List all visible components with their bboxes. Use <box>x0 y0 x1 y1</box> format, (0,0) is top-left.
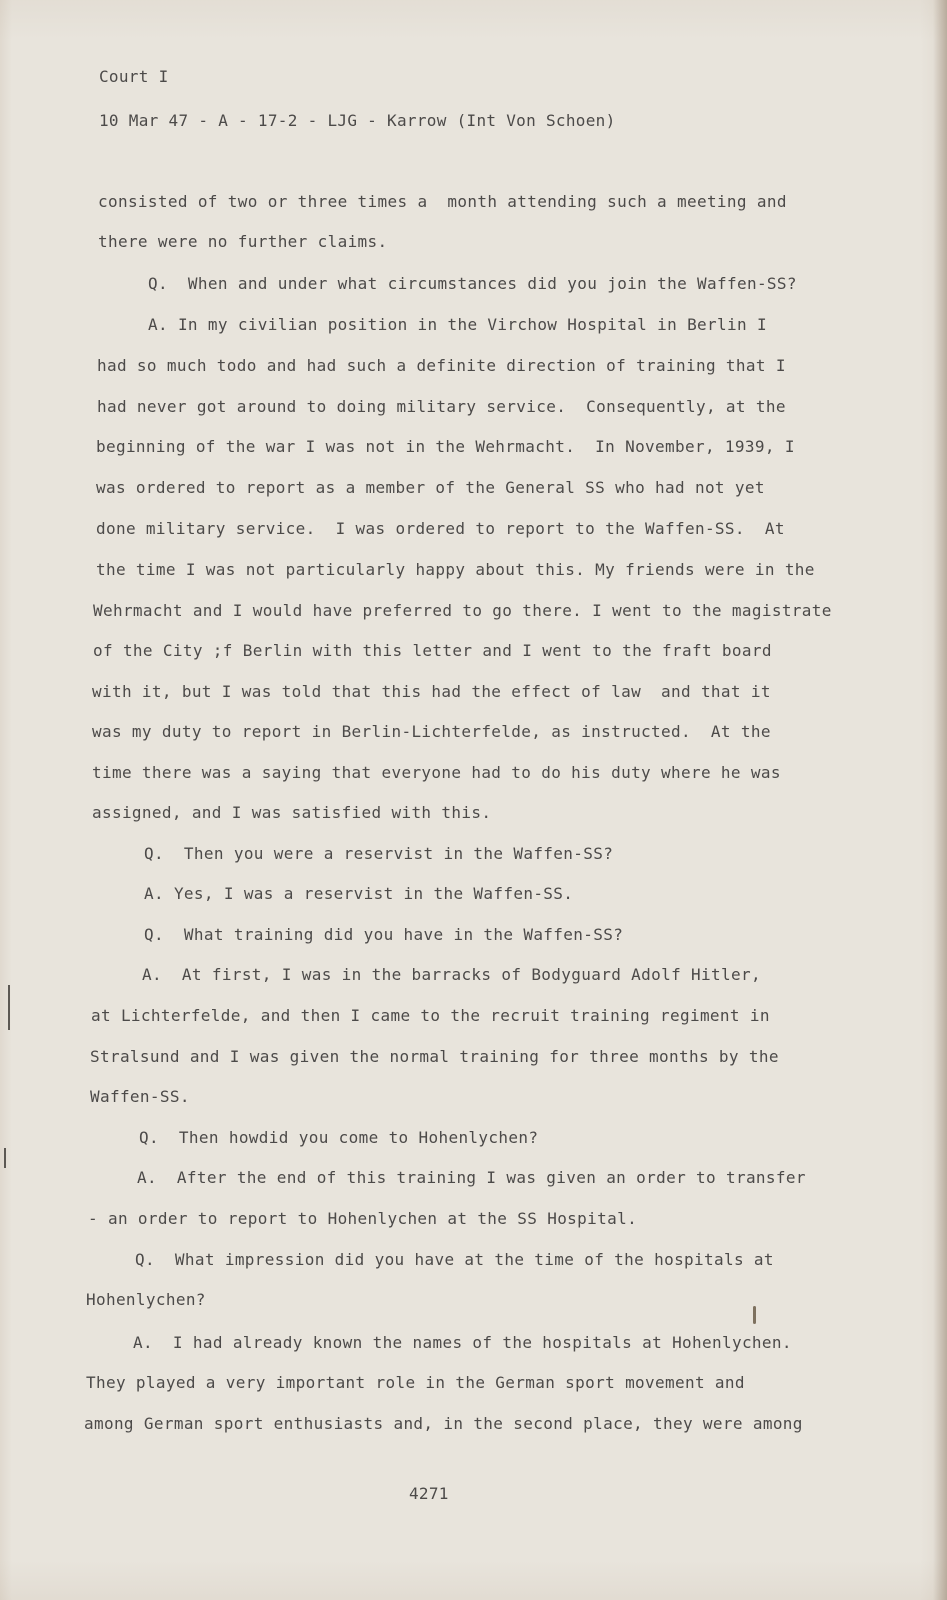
transcript-line: Q. What impression did you have at the time of the hospitals at <box>135 1250 774 1269</box>
transcript-line: Stralsund and I was given the normal training for three months by the <box>90 1047 779 1066</box>
ink-speck <box>753 1306 756 1324</box>
transcript-line: had never got around to doing military service. Consequently, at the <box>97 397 786 416</box>
transcript-line: Wehrmacht and I would have preferred to go there. I went to the magistrate <box>93 601 832 620</box>
transcript-line: A. After the end of this training I was given an order to transfer <box>137 1168 806 1187</box>
margin-mark <box>4 1148 6 1168</box>
transcript-line: time there was a saying that everyone had to do his duty where he was <box>92 763 781 782</box>
transcript-line: Hohenlychen? <box>86 1290 206 1309</box>
transcript-line: A. At first, I was in the barracks of Bodyguard Adolf Hitler, <box>142 965 761 984</box>
transcript-line: Q. What training did you have in the Waffen-SS? <box>144 925 624 944</box>
transcript-line: with it, but I was told that this had the effect of law and that it <box>92 682 771 701</box>
transcript-line: had so much todo and had such a definite direction of training that I <box>97 356 786 375</box>
transcript-line: done military service. I was ordered to report to the Waffen-SS. At <box>96 519 785 538</box>
page-edge-shadow <box>933 0 947 1600</box>
transcript-line: among German sport enthusiasts and, in the second place, they were among <box>84 1414 803 1433</box>
court-label: Court I <box>99 67 169 86</box>
transcript-line: A. Yes, I was a reservist in the Waffen-SS. <box>144 884 574 903</box>
transcript-line: the time I was not particularly happy about this. My friends were in the <box>96 560 815 579</box>
transcript-line: consisted of two or three times a month attending such a meeting and <box>98 192 787 211</box>
session-reference: 10 Mar 47 - A - 17-2 - LJG - Karrow (Int Von Schoen) <box>99 111 616 130</box>
transcript-line: assigned, and I was satisfied with this. <box>92 803 492 822</box>
transcript-line: at Lichterfelde, and then I came to the recruit training regiment in <box>91 1006 770 1025</box>
transcript-line: Q. When and under what circumstances did you join the Waffen-SS? <box>148 274 797 293</box>
transcript-line: A. I had already known the names of the hospitals at Hohenlychen. <box>133 1333 792 1352</box>
transcript-line: of the City ;f Berlin with this letter and I went to the fraft board <box>93 641 772 660</box>
transcript-line: They played a very important role in the German sport movement and <box>86 1373 745 1392</box>
transcript-line: Q. Then howdid you come to Hohenlychen? <box>139 1128 539 1147</box>
transcript-line: was ordered to report as a member of the General SS who had not yet <box>96 478 765 497</box>
transcript-line: there were no further claims. <box>98 232 388 251</box>
margin-mark <box>8 985 10 1030</box>
transcript-line: beginning of the war I was not in the Wehrmacht. In November, 1939, I <box>96 437 795 456</box>
transcript-line: A. In my civilian position in the Virchow Hospital in Berlin I <box>148 315 767 334</box>
transcript-line: was my duty to report in Berlin-Lichterfelde, as instructed. At the <box>92 722 771 741</box>
page-number: 4271 <box>409 1484 449 1503</box>
transcript-line: Waffen-SS. <box>90 1087 190 1106</box>
transcript-line: - an order to report to Hohenlychen at the SS Hospital. <box>88 1209 638 1228</box>
transcript-line: Q. Then you were a reservist in the Waffen-SS? <box>144 844 614 863</box>
